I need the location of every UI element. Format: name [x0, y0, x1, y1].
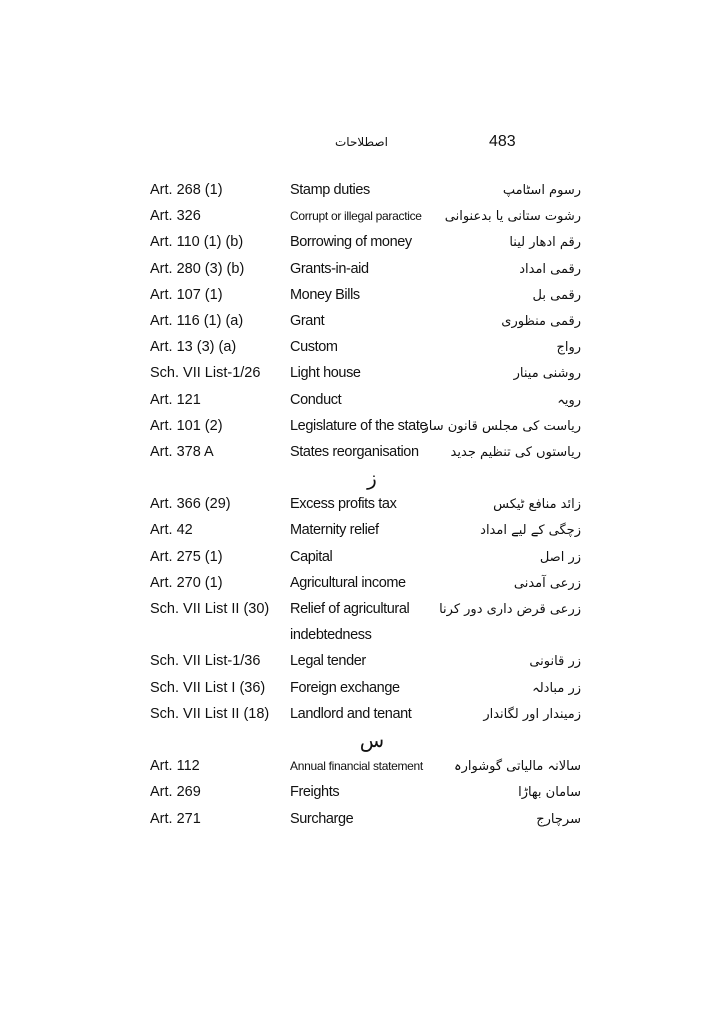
english-term: Excess profits tax [290, 496, 397, 513]
article-reference: Art. 121 [150, 391, 201, 408]
article-reference: Art. 107 (1) [150, 286, 223, 303]
urdu-term: رقمی امداد [519, 261, 581, 277]
urdu-term: زرعی آمدنی [513, 575, 581, 591]
english-term: Grants-in-aid [290, 260, 369, 277]
glossary-list [0, 180, 724, 835]
page-number: 483 [489, 133, 516, 150]
urdu-term: رقم ادھار لینا [509, 235, 581, 251]
english-term: Agricultural income [290, 574, 406, 591]
english-term: Corrupt or illegal paractice [290, 209, 422, 224]
english-term: Surcharge [290, 810, 354, 827]
article-reference: Art. 116 (1) (a) [150, 312, 244, 329]
article-reference: Art. 268 (1) [150, 182, 223, 198]
english-term: Maternity relief [290, 522, 379, 539]
urdu-term: زمیندار اور لگاندار [483, 706, 581, 722]
article-reference: Sch. VII List II (18) [150, 705, 270, 722]
urdu-term: روشنی مینار [513, 366, 581, 382]
english-term: Landlord and tenant [290, 705, 412, 722]
glossary-row [0, 599, 724, 651]
urdu-term: رویہ [557, 392, 581, 408]
urdu-term: رسوم اسٹامپ [502, 183, 581, 198]
urdu-term: زر مبادلہ [532, 680, 581, 696]
urdu-term: سامان بھاڑا [518, 785, 581, 801]
article-reference: Art. 326 [150, 208, 201, 225]
english-term: Conduct [290, 391, 342, 408]
glossary-row [0, 809, 724, 835]
english-term: Foreign exchange [290, 679, 400, 696]
english-term: Money Bills [290, 286, 360, 303]
urdu-term: زچگی کے لیے امداد [480, 523, 581, 539]
urdu-term: رقمی منظوری [501, 313, 581, 329]
urdu-term: سالانہ مالیاتی گوشوارہ [453, 759, 581, 775]
urdu-term: ریاست کی مجلس قانون ساز [422, 418, 581, 434]
article-reference: Sch. VII List I (36) [150, 679, 266, 696]
urdu-term: رواج [556, 340, 581, 356]
urdu-term: سرچارج [536, 811, 581, 827]
article-reference: Art. 13 (3) (a) [150, 339, 237, 356]
english-term: States reorganisation [290, 443, 419, 460]
article-reference: Sch. VII List-1/36 [150, 653, 261, 670]
article-reference: Art. 366 (29) [150, 496, 231, 513]
urdu-term: زر قانونی [529, 654, 581, 670]
urdu-term: رقمی بل [532, 287, 581, 303]
article-reference: Art. 271 [150, 810, 201, 827]
article-reference: Art. 42 [150, 522, 193, 539]
english-term: Stamp duties [290, 182, 370, 198]
urdu-term: رشوت ستانی یا بدعنوانی [444, 209, 581, 225]
urdu-term: زائد منافع ٹیکس [493, 497, 581, 513]
english-term: Custom [290, 339, 338, 356]
running-title: اصطلاحات [335, 135, 388, 149]
article-reference: Sch. VII List II (30) [150, 601, 270, 617]
article-reference: Sch. VII List-1/26 [150, 365, 261, 382]
english-term: Grant [290, 312, 325, 329]
urdu-term: ریاستوں کی تنظیم جدید [450, 444, 581, 460]
english-term: Light house [290, 365, 361, 382]
article-reference: Art. 378 A [150, 443, 214, 460]
article-reference: Art. 280 (3) (b) [150, 260, 245, 277]
article-reference: Art. 270 (1) [150, 574, 223, 591]
english-term: Capital [290, 548, 333, 565]
article-reference: Art. 110 (1) (b) [150, 234, 244, 251]
article-reference: Art. 275 (1) [150, 548, 223, 565]
glossary-row [0, 704, 724, 730]
english-term: Freights [290, 784, 340, 801]
glossary-row [0, 442, 724, 468]
urdu-term: زرعی قرض داری دور کرنا [439, 602, 581, 617]
english-term: Relief of agricultural indebtedness [290, 601, 410, 643]
article-reference: Art. 112 [150, 758, 200, 775]
english-term: Legal tender [290, 653, 366, 670]
section-letter-z: ز [367, 466, 377, 491]
section-letter-s: س [359, 727, 385, 752]
urdu-term: زر اصل [539, 549, 581, 565]
english-term: Legislature of the state [290, 417, 428, 434]
article-reference: Art. 101 (2) [150, 417, 223, 434]
english-term: Borrowing of money [290, 234, 412, 251]
article-reference: Art. 269 [150, 784, 201, 801]
page-header [0, 133, 724, 157]
english-term: Annual financial statement [290, 759, 423, 774]
